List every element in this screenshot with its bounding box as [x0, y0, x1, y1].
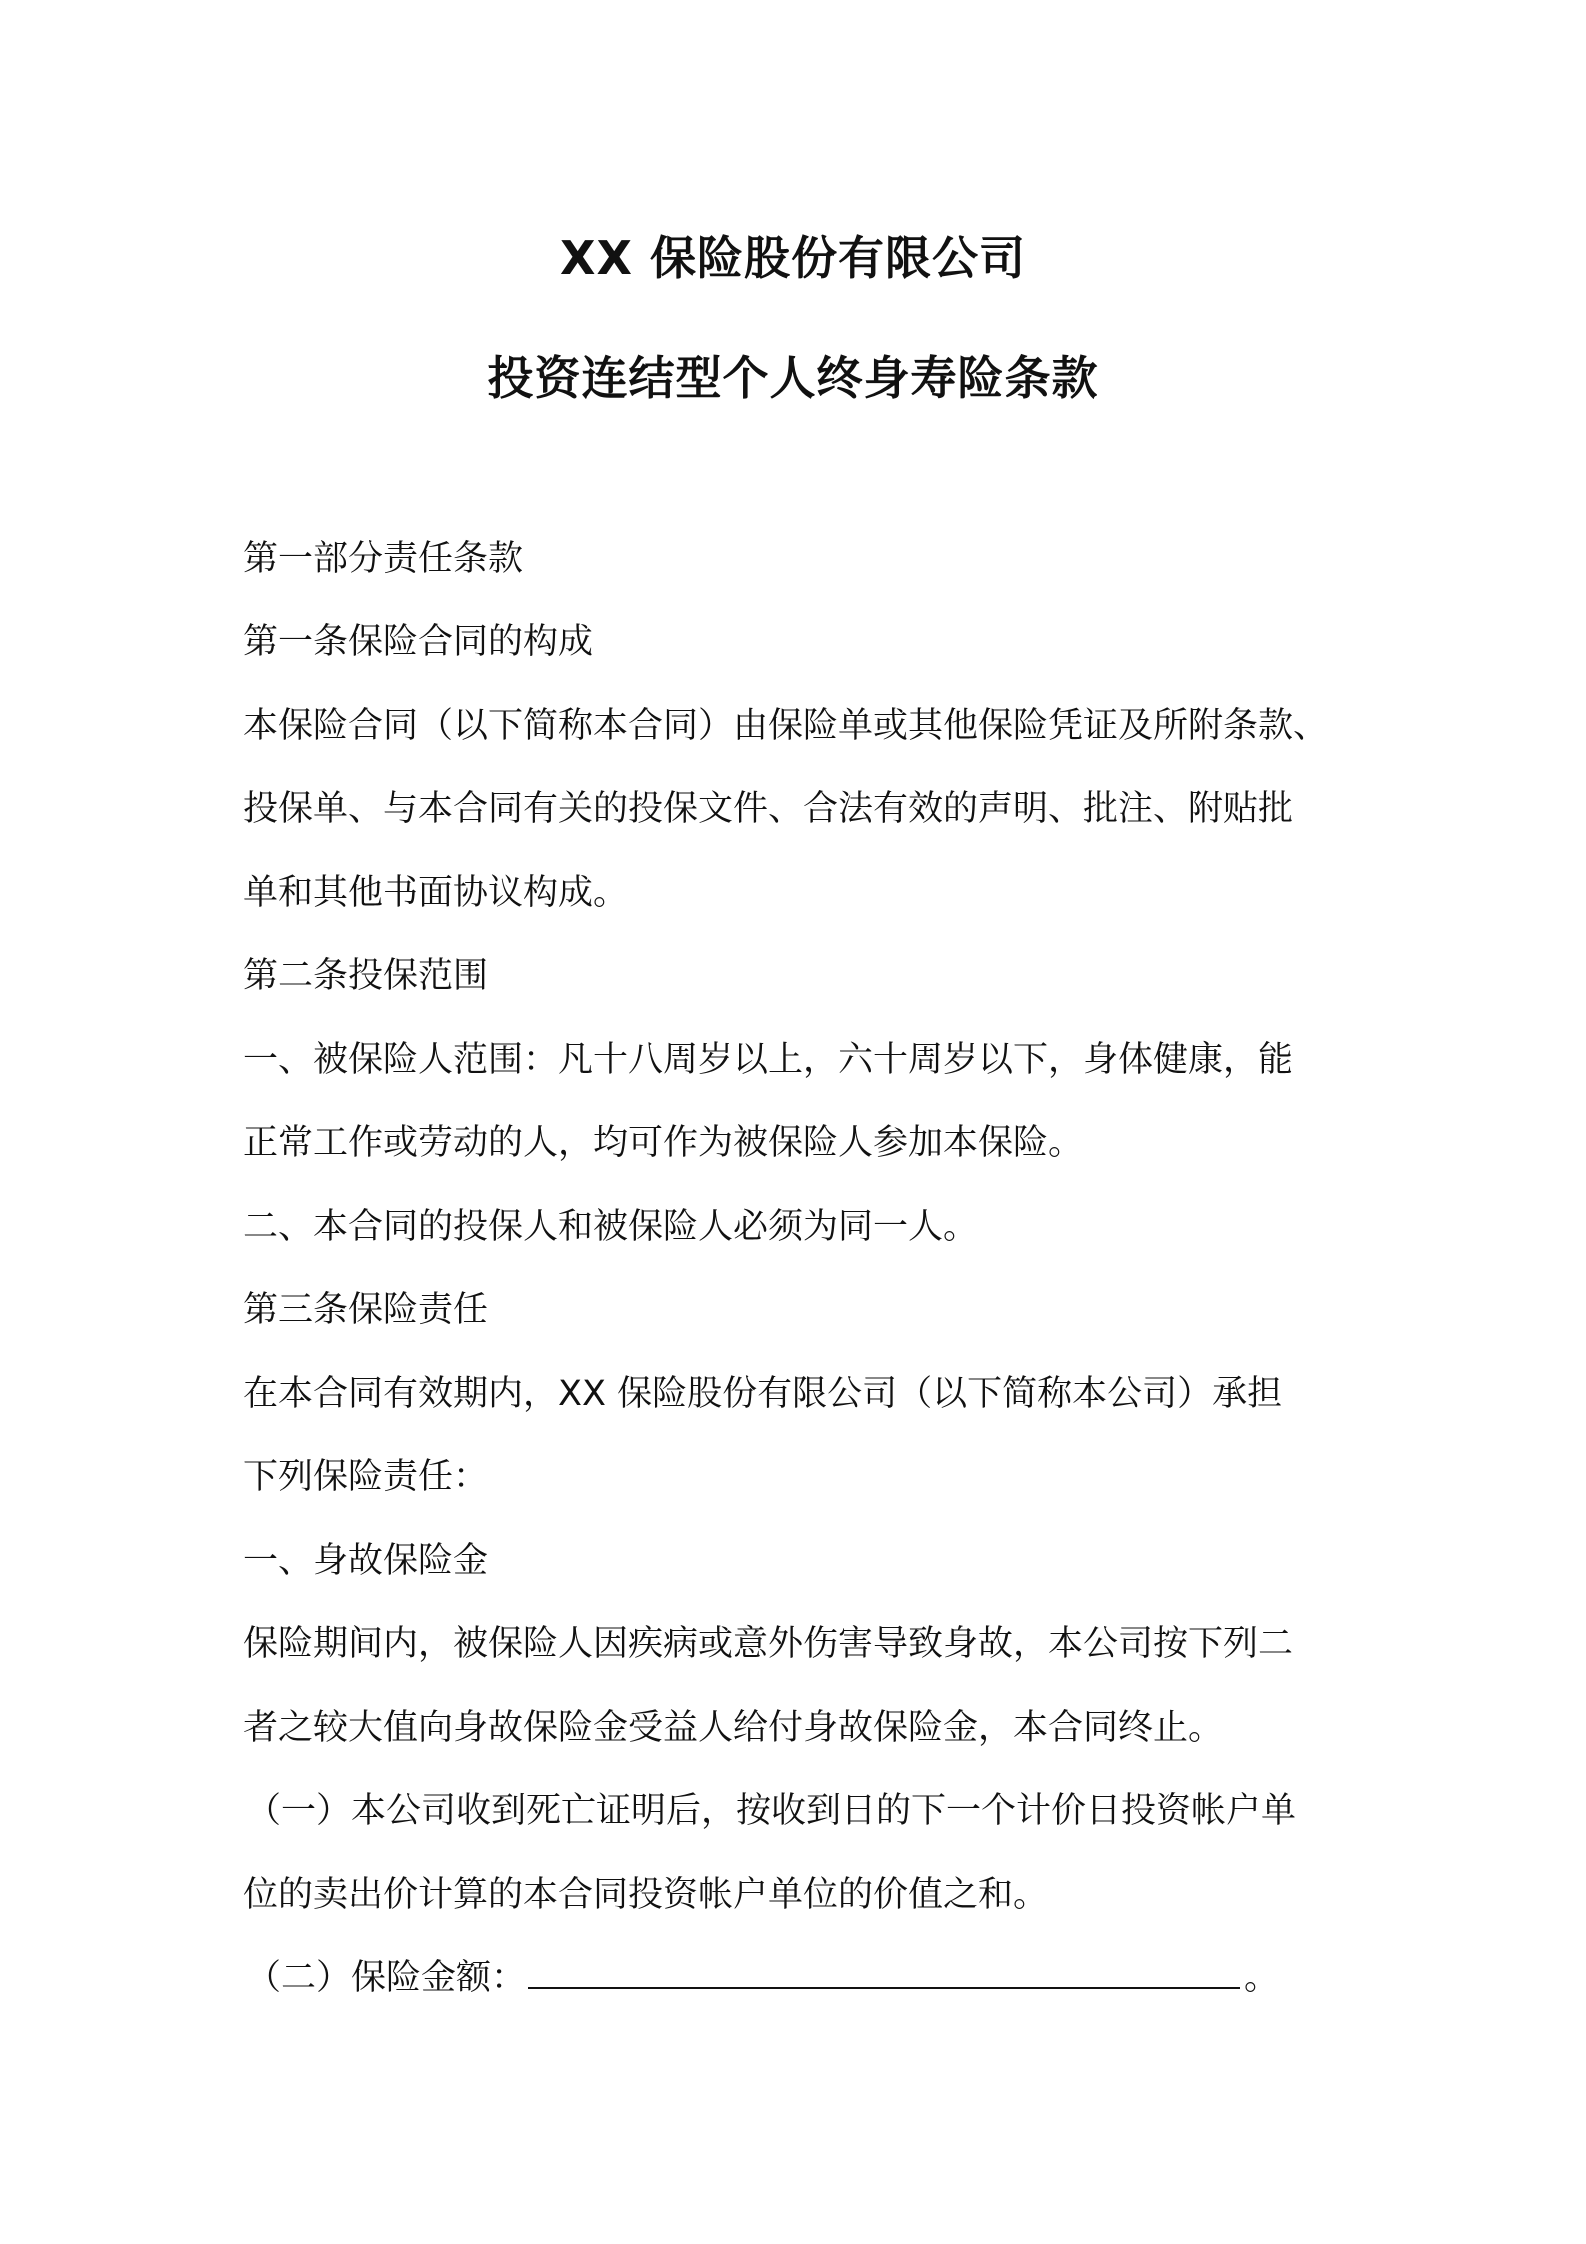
article-1-heading: 第一条保险合同的构成 — [243, 622, 594, 662]
company-title: XX 保险股份有限公司 — [560, 231, 1026, 285]
product-title: 投资连结型个人终身寿险条款 — [487, 351, 1099, 405]
paragraph-line: 投保单、与本合同有关的投保文件、合法有效的声明、批注、附贴批 — [243, 789, 1294, 829]
paragraph-line: 一、身故保险金 — [243, 1541, 489, 1581]
paragraph-line: 者之较大值向身故保险金受益人给付身故保险金，本合同终止。 — [243, 1708, 1224, 1748]
paragraph-line: 位的卖出价计算的本合同投资帐户单位的价值之和。 — [243, 1875, 1049, 1915]
sum-insured-blank[interactable] — [528, 1957, 1240, 1989]
sum-insured-end: 。 — [1244, 1958, 1280, 1998]
paragraph-line: （一）本公司收到死亡证明后，按收到日的下一个计价日投资帐户单 — [246, 1791, 1297, 1831]
article-3-heading: 第三条保险责任 — [243, 1290, 489, 1330]
paragraph-line: 本保险合同（以下简称本合同）由保险单或其他保险凭证及所附条款、 — [243, 706, 1329, 746]
sum-insured-label: （二）保险金额： — [246, 1958, 527, 1998]
sum-insured-line — [246, 1956, 1279, 2000]
paragraph-line: 二、本合同的投保人和被保险人必须为同一人。 — [243, 1207, 979, 1247]
paragraph-line: 在本合同有效期内，XX 保险股份有限公司（以下简称本公司）承担 — [243, 1374, 1283, 1414]
article-2-heading: 第二条投保范围 — [243, 956, 489, 996]
part-heading: 第一部分责任条款 — [243, 539, 524, 579]
paragraph-line: 一、被保险人范围：凡十八周岁以上，六十周岁以下，身体健康，能 — [243, 1040, 1294, 1080]
paragraph-line: 下列保险责任： — [243, 1457, 489, 1497]
paragraph-line: 正常工作或劳动的人，均可作为被保险人参加本保险。 — [243, 1123, 1084, 1163]
paragraph-line: 单和其他书面协议构成。 — [243, 873, 629, 913]
paragraph-line: 保险期间内，被保险人因疾病或意外伤害导致身故，本公司按下列二 — [243, 1624, 1294, 1664]
